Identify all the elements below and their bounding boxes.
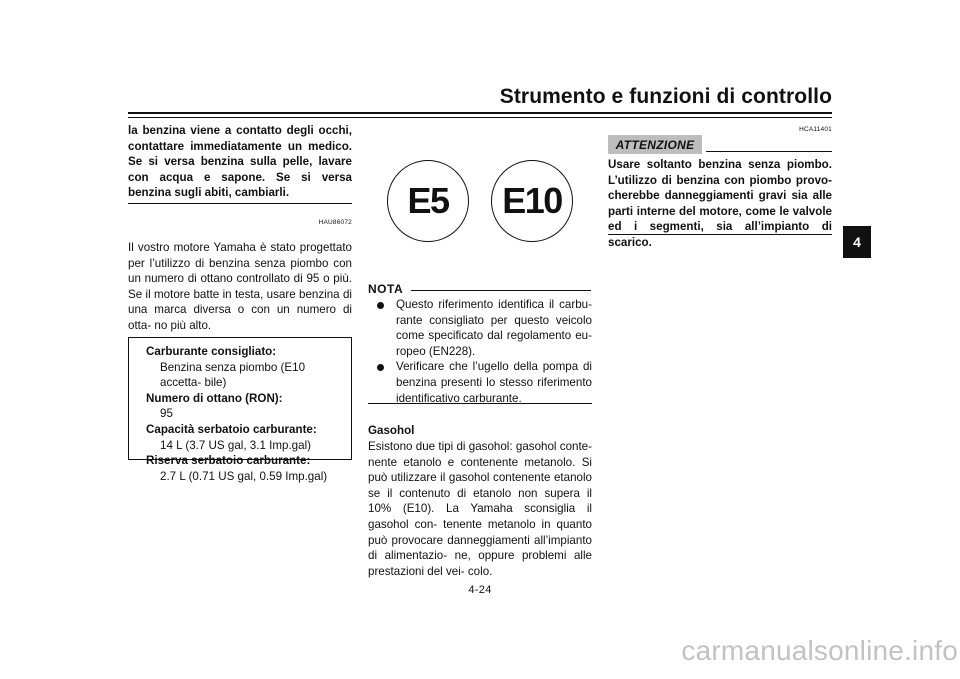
spec-label: Riserva serbatoio carburante:: [146, 454, 311, 468]
gasohol-heading: Gasohol: [368, 424, 415, 437]
fuel-label-e5-icon: [387, 160, 469, 242]
page-title: Strumento e funzioni di controllo: [499, 85, 832, 108]
note-top-rule: [411, 290, 591, 291]
gasohol-text: Esistono due tipi di gasohol: gasohol conte- nente etanolo e contenente metanolo. Si può utilizzare il gasohol contenente etanolo se il contenuto di etanolo non supera il 10% (E10). La Yamaha sconsiglia il gasohol con- tenente metanolo in quanto può provocare danneggiamenti all’impianto di alimentazio- ne, oppure problemi alle prestazioni del vei- colo.: [368, 440, 592, 578]
fuel-label-text: E10: [502, 180, 562, 221]
list-item: Verificare che l’ugello della pompa di benzina presenti lo stesso riferimento identificativo carburante.: [368, 359, 592, 406]
caution-bottom-rule: [608, 234, 832, 235]
watermark[interactable]: carmanualsonline.info: [681, 635, 958, 666]
warning-end-rule: [128, 203, 352, 204]
spec-value: 95: [160, 407, 173, 421]
chapter-tab[interactable]: 4: [843, 226, 871, 258]
warning-continuation-text: la benzina viene a contatto degli occhi, contattare immediatamente un medico. Se si versa benzina sulla pelle, lavare con acqua e sapone. Se si versa benzina sugli abiti, cambiarli.: [128, 124, 352, 200]
note-bottom-rule: [368, 403, 592, 404]
fuel-label-text: E5: [407, 180, 449, 221]
spec-value: Benzina senza piombo (E10 accetta- bile): [160, 360, 306, 390]
spec-value: 14 L (3.7 US gal, 3.1 Imp.gal): [160, 438, 312, 452]
header-rule: [128, 112, 832, 114]
note-list: [368, 297, 592, 406]
caution-badge: ATTENZIONE: [608, 135, 702, 154]
note-title: NOTA: [368, 282, 404, 296]
spec-label: Capacità serbatoio carburante:: [146, 422, 317, 436]
fuel-intro-text: Il vostro motore Yamaha è stato progettato per l’utilizzo di benzina senza piombo con un numero di ottano controllato di 95 o più. Se il motore batte in testa, usare benzina di una marca diversa o con un numero di otta- no più alto.: [128, 241, 352, 332]
spec-value: 2.7 L (0.71 US gal, 0.59 Imp.gal): [160, 469, 328, 483]
caution-text: Usare soltanto benzina senza piombo. L’utilizzo di benzina con piombo provo- cherebbe danneggiamenti gravi sia alle parti interne del motore, come le valvole ed i segmenti, sia all’impianto di scarico.: [608, 158, 832, 249]
section-code: HCA11401: [799, 126, 832, 133]
page-number: 4-24: [468, 584, 492, 596]
spec-label: Numero di ottano (RON):: [146, 391, 283, 405]
fuel-specs-box: [128, 337, 352, 483]
section-code: HAU86072: [318, 219, 352, 226]
fuel-label-e10-icon: [491, 160, 573, 242]
caution-top-rule: [706, 151, 832, 152]
spec-label: Carburante consigliato:: [146, 345, 277, 358]
header-rule-thin: [128, 117, 832, 118]
list-item: Questo riferimento identifica il carbu- rante consigliato per questo veicolo come specificato dal regolamento eu- ropeo (EN228).: [368, 297, 592, 359]
